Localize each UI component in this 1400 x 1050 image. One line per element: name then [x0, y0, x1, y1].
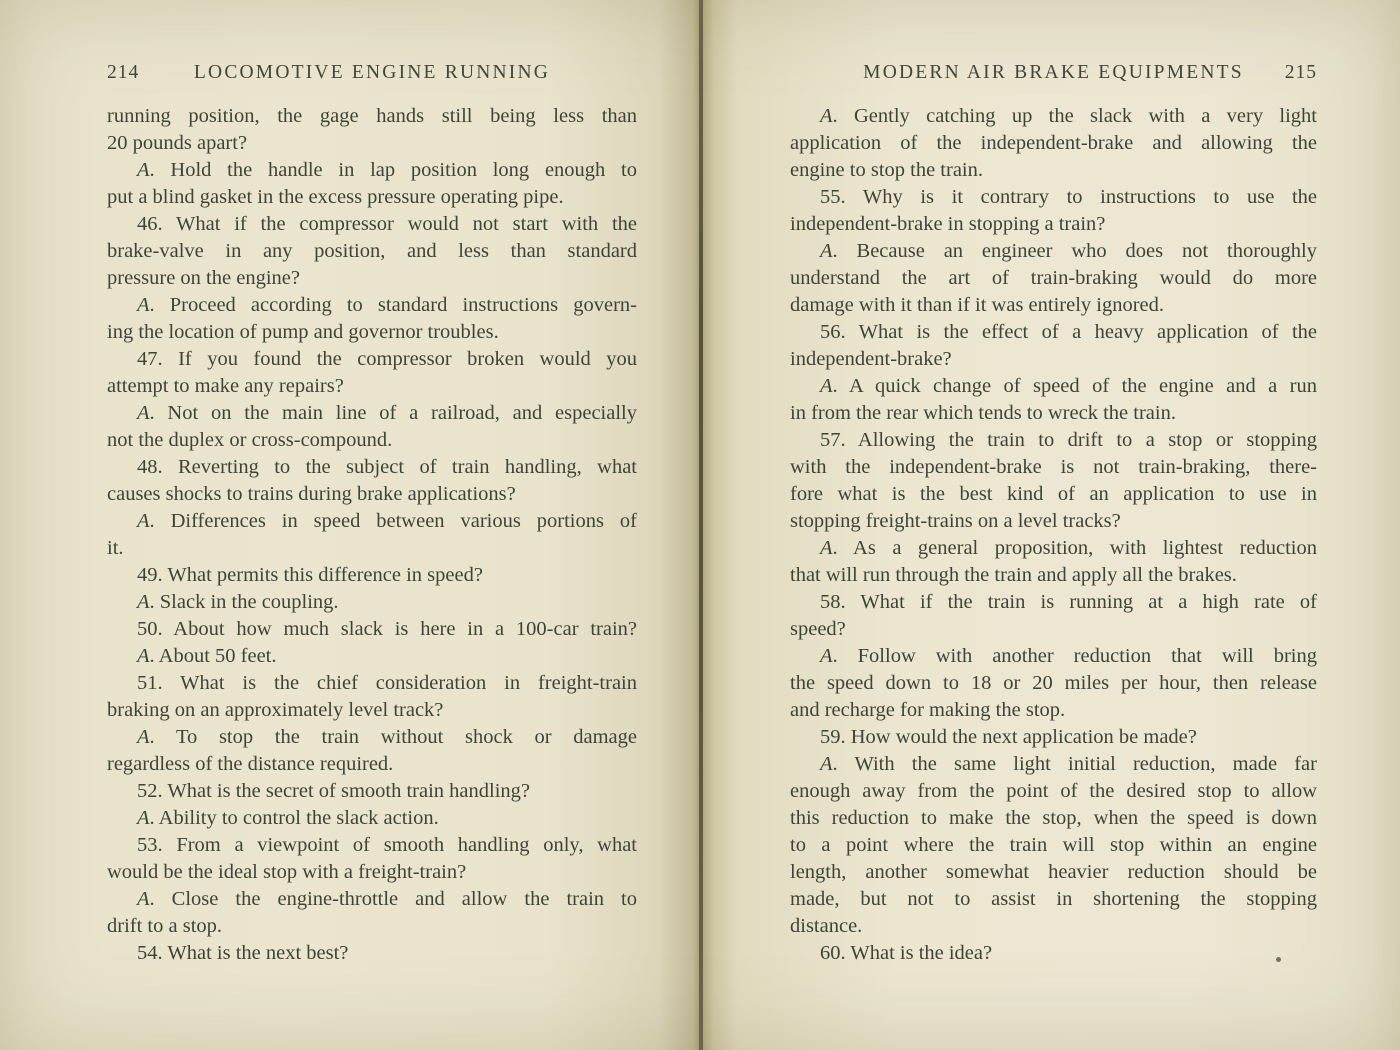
text-line: A. Proceed according to standard instructions govern- [137, 294, 637, 316]
text-line: it. [107, 537, 124, 559]
left-page-header [107, 62, 637, 88]
text-line: 48. Reverting to the subject of train handling, what [137, 456, 637, 478]
text-line: damage with it than if it was entirely ignored. [790, 294, 1165, 316]
paragraph [790, 319, 1317, 373]
text-line: that will run through the train and apply all the brakes. [790, 564, 1237, 586]
text-line: 50. About how much slack is here in a 100-car train? [137, 618, 637, 640]
paragraph [790, 373, 1317, 427]
text-line: 60. What is the idea? [820, 942, 993, 964]
text-line: 59. How would the next application be made? [820, 726, 1197, 748]
text-line: with the independent-brake is not train-braking, there- [790, 456, 1317, 478]
text-line: A. As a general proposition, with lightest reduction [820, 537, 1317, 559]
paragraph [790, 589, 1317, 643]
text-line: in from the rear which tends to wreck the train. [790, 402, 1176, 424]
text-line: 56. What is the effect of a heavy application of the [820, 321, 1317, 343]
text-line: A. Gently catching up the slack with a very light [820, 105, 1317, 127]
answer-marker: A [137, 645, 150, 667]
paragraph [107, 886, 637, 940]
left-page-number: 214 [107, 62, 140, 83]
text-line: A. About 50 feet. [137, 645, 277, 667]
text-line: 55. Why is it contrary to instructions to use the [820, 186, 1317, 208]
paragraph [107, 562, 637, 589]
text-line: A. Not on the main line of a railroad, and especially [137, 402, 637, 424]
paragraph [790, 940, 1317, 967]
paragraph [107, 211, 637, 292]
text-line: made, but not to assist in shortening the stopping [790, 888, 1317, 910]
left-page-title: LOCOMOTIVE ENGINE RUNNING [193, 62, 551, 83]
text-line: 52. What is the secret of smooth train handling? [137, 780, 531, 802]
answer-marker: A [137, 591, 150, 613]
text-line: the speed down to 18 or 20 miles per hour, then release [790, 672, 1317, 694]
text-line: stopping freight-trains on a level tracks? [790, 510, 1121, 532]
paragraph [107, 157, 637, 211]
paragraph [790, 535, 1317, 589]
text-line: this reduction to make the stop, when the speed is down [790, 807, 1317, 829]
text-line: A. Close the engine-throttle and allow the train to [137, 888, 637, 910]
text-line: application of the independent-brake and allowing the [790, 132, 1317, 154]
text-line: A. Slack in the coupling. [137, 591, 339, 613]
answer-marker: A [820, 753, 833, 775]
text-line: 51. What is the chief consideration in freight-train [137, 672, 637, 694]
paragraph [107, 940, 637, 967]
paragraph [790, 751, 1317, 940]
left-page-body [107, 103, 637, 967]
text-line: A. Ability to control the slack action. [137, 807, 439, 829]
paragraph [790, 103, 1317, 184]
text-line: enough away from the point of the desired stop to allow [790, 780, 1317, 802]
book-gutter [699, 0, 703, 1050]
text-line: A. To stop the train without shock or damage [137, 726, 637, 748]
text-line: regardless of the distance required. [107, 753, 394, 775]
text-line: A. Differences in speed between various portions of [137, 510, 637, 532]
answer-marker: A [137, 294, 150, 316]
paragraph [107, 292, 637, 346]
text-line: attempt to make any repairs? [107, 375, 344, 397]
text-line: 46. What if the compressor would not start with the [137, 213, 637, 235]
text-line: 53. From a viewpoint of smooth handling only, what [137, 834, 637, 856]
right-page-body [790, 103, 1317, 967]
paragraph [107, 346, 637, 400]
text-line: A. Hold the handle in lap position long enough to [137, 159, 637, 181]
text-line: understand the art of train-braking would do more [790, 267, 1317, 289]
right-page-header [790, 62, 1317, 88]
paragraph [107, 643, 637, 670]
paragraph [107, 778, 637, 805]
answer-marker: A [137, 402, 150, 424]
text-line: put a blind gasket in the excess pressure operating pipe. [107, 186, 564, 208]
paragraph [107, 805, 637, 832]
paragraph [107, 616, 637, 643]
text-line: 57. Allowing the train to drift to a stop or stopping [820, 429, 1317, 451]
paragraph [107, 832, 637, 886]
answer-marker: A [137, 159, 150, 181]
answer-marker: A [820, 240, 833, 262]
paragraph [790, 643, 1317, 724]
text-line: A. Follow with another reduction that will bring [820, 645, 1317, 667]
answer-marker: A [137, 807, 150, 829]
text-line: not the duplex or cross-compound. [107, 429, 393, 451]
text-line: 47. If you found the compressor broken would you [137, 348, 637, 370]
text-line: ing the location of pump and governor troubles. [107, 321, 499, 343]
paragraph [107, 103, 637, 157]
text-line: length, another somewhat heavier reduction should be [790, 861, 1317, 883]
paragraph [790, 724, 1317, 751]
text-line: A. Because an engineer who does not thoroughly [820, 240, 1317, 262]
paragraph [107, 400, 637, 454]
text-line: braking on an approximately level track? [107, 699, 444, 721]
right-page-title: MODERN AIR BRAKE EQUIPMENTS [863, 62, 1244, 83]
text-line: and recharge for making the stop. [790, 699, 1066, 721]
answer-marker: A [137, 510, 150, 532]
text-line: engine to stop the train. [790, 159, 983, 181]
text-line: 20 pounds apart? [107, 132, 248, 154]
text-line: A. A quick change of speed of the engine and a run [820, 375, 1317, 397]
text-line: A. With the same light initial reduction, made far [820, 753, 1317, 775]
paragraph [790, 427, 1317, 535]
paragraph [107, 508, 637, 562]
answer-marker: A [820, 375, 833, 397]
text-line: brake-valve in any position, and less than standard [107, 240, 637, 262]
text-line: independent-brake? [790, 348, 952, 370]
text-line: running position, the gage hands still being less than [107, 105, 637, 127]
paragraph [790, 184, 1317, 238]
text-line: speed? [790, 618, 846, 640]
paragraph [790, 238, 1317, 319]
paragraph [107, 454, 637, 508]
text-line: pressure on the engine? [107, 267, 300, 289]
text-line: 54. What is the next best? [137, 942, 349, 964]
answer-marker: A [137, 888, 150, 910]
ink-speck [1276, 957, 1281, 962]
paragraph [107, 589, 637, 616]
text-line: independent-brake in stopping a train? [790, 213, 1106, 235]
text-line: 49. What permits this difference in speed? [137, 564, 483, 586]
text-line: causes shocks to trains during brake applications? [107, 483, 516, 505]
answer-marker: A [820, 105, 833, 127]
answer-marker: A [137, 726, 150, 748]
paragraph [107, 724, 637, 778]
text-line: fore what is the best kind of an application to use in [790, 483, 1317, 505]
text-line: 58. What if the train is running at a high rate of [820, 591, 1317, 613]
paragraph [107, 670, 637, 724]
answer-marker: A [820, 645, 833, 667]
text-line: drift to a stop. [107, 915, 223, 937]
right-page-number: 215 [1284, 62, 1317, 83]
answer-marker: A [820, 537, 833, 559]
text-line: to a point where the train will stop within an engine [790, 834, 1317, 856]
text-line: would be the ideal stop with a freight-train? [107, 861, 467, 883]
text-line: distance. [790, 915, 863, 937]
